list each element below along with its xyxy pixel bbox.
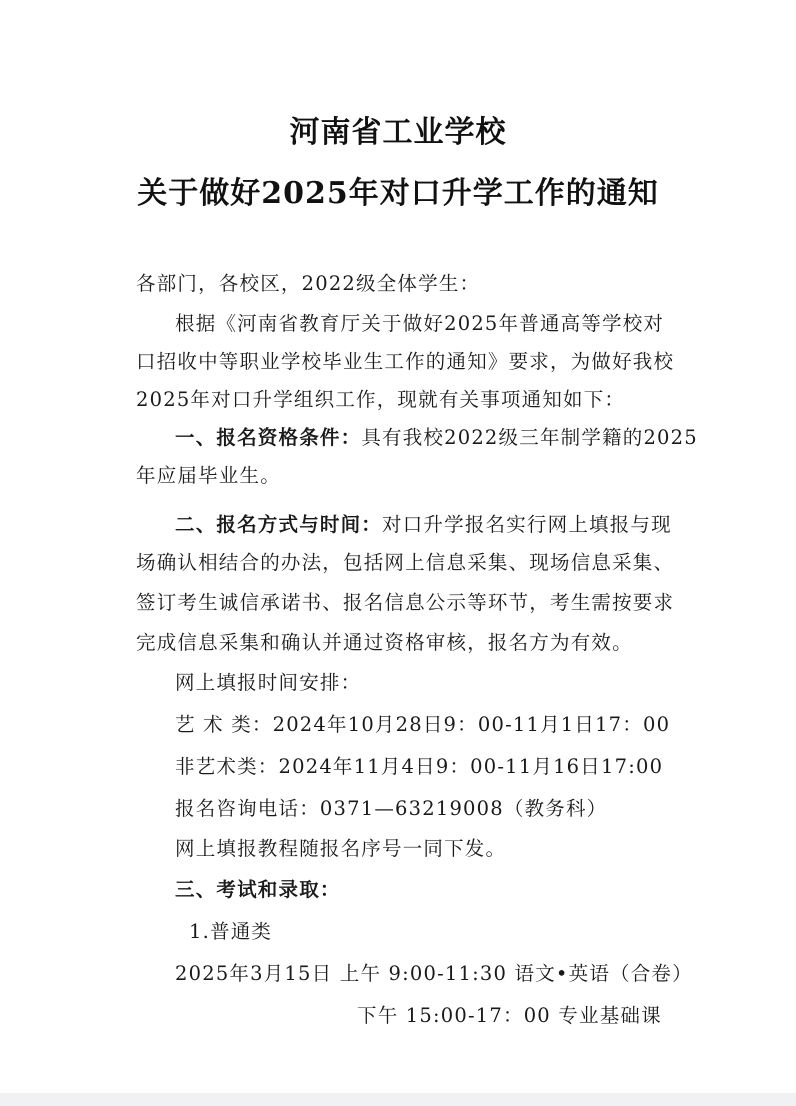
page-title-subject: 关于做好2025年对口升学工作的通知 [137, 176, 659, 211]
schedule-label: 网上填报时间安排： [175, 671, 362, 694]
greeting: 各部门，各校区，2022级全体学生： [136, 272, 481, 295]
page-bottom-edge [0, 1093, 796, 1106]
intro-line-3: 2025年对口升学组织工作，现就有关事项通知如下： [136, 388, 626, 411]
section2-line-4: 完成信息采集和确认并通过资格审核，报名方为有效。 [136, 631, 633, 654]
section1-heading: 一、报名资格条件： [175, 426, 362, 449]
tutorial-note: 网上填报教程随报名序号一同下发。 [175, 837, 507, 860]
intro-line-2: 口招收中等职业学校毕业生工作的通知》要求，为做好我校 [136, 350, 675, 373]
section2-heading: 二、报名方式与时间： [175, 513, 383, 536]
page-title-school: 河南省工业学校 [289, 115, 507, 150]
consult-phone: 报名咨询电话：0371—63219008（教务科） [175, 797, 608, 820]
section3-heading [175, 874, 341, 902]
section3-sub1: 1.普通类 [189, 920, 273, 943]
section1-text: 具有我校2022级三年制学籍的2025 [361, 426, 698, 449]
section1-line-2: 年应届毕业生。 [136, 464, 281, 487]
intro-line-1: 根据《河南省教育厅关于做好2025年普通高等学校对 [175, 312, 665, 335]
exam-line-2: 下午 15:00-17：00 专业基础课 [357, 1004, 662, 1027]
section2-line-3: 签订考生诚信承诺书、报名信息公示等环节，考生需按要求 [136, 591, 675, 614]
schedule-non-art: 非艺术类：2024年11月4日9：00-11月16日17:00 [175, 755, 664, 778]
section2-line-1 [175, 509, 672, 537]
section1-line-1 [175, 422, 698, 450]
section2-text: 对口升学报名实行网上填报与现 [382, 513, 672, 536]
exam-line-1: 2025年3月15日 上午 9:00-11:30 语文•英语（合卷） [175, 962, 693, 985]
schedule-art: 艺 术 类：2024年10月28日9：00-11月1日17：00 [175, 713, 671, 736]
section3-heading-text: 三、考试和录取： [175, 878, 341, 901]
section2-line-2: 场确认相结合的办法，包括网上信息采集、现场信息采集、 [136, 551, 675, 574]
